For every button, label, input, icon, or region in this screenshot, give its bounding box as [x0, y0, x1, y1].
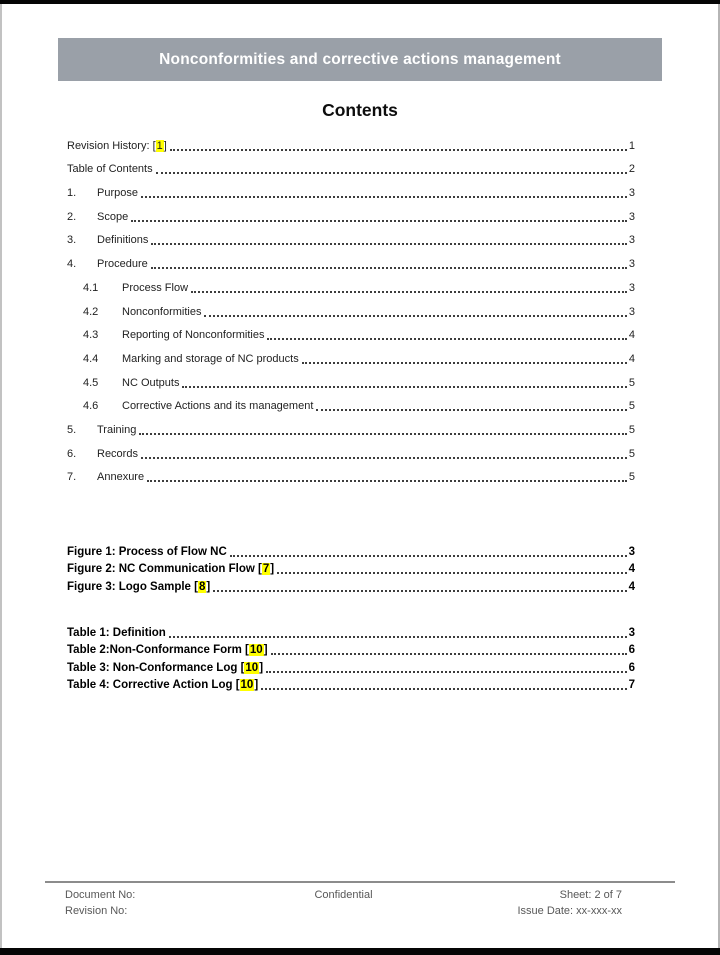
- dot-leader: [213, 590, 626, 592]
- highlighted-reference: 10: [240, 679, 254, 692]
- footer-center-empty: [314, 904, 372, 919]
- dot-leader: [170, 149, 627, 151]
- toc-entry[interactable]: [67, 437, 635, 461]
- figure-entry-page: 3: [628, 545, 635, 558]
- toc-entry-number: 6.: [67, 447, 77, 460]
- toc-entry-page: 3: [628, 210, 635, 223]
- table-entry[interactable]: [67, 657, 635, 675]
- dot-leader: [156, 172, 627, 174]
- toc-entry-label: Annexure: [97, 471, 145, 484]
- issue-date: Issue Date: xx-xxx-xx: [517, 905, 622, 917]
- toc-entry-label: Process Flow: [122, 281, 189, 294]
- toc-entry-page: 2: [628, 163, 635, 176]
- toc-entry-page: 3: [628, 234, 635, 247]
- toc-entry[interactable]: [67, 224, 635, 248]
- toc-entry-number: 7.: [67, 471, 77, 484]
- toc-entry-label: Revision History: [1]: [67, 139, 167, 152]
- toc-entry-label: Nonconformities: [122, 305, 202, 318]
- toc-entry-label: Corrective Actions and its management: [122, 400, 314, 413]
- table-entry-label: Table 1: Definition: [67, 626, 166, 639]
- toc-entry-page: 5: [628, 400, 635, 413]
- figure-entry[interactable]: [67, 576, 635, 594]
- toc-entry-label: NC Outputs: [122, 376, 180, 389]
- toc-entry[interactable]: [67, 413, 635, 437]
- document-no-label: Document No:: [65, 889, 136, 901]
- toc-entry-label: Procedure: [97, 258, 148, 271]
- toc-entry-ref: [1]: [149, 139, 167, 152]
- highlighted-reference: 10: [245, 661, 259, 674]
- sheet-number: Sheet: 2 of 7: [559, 889, 622, 901]
- dot-leader: [131, 220, 627, 222]
- figure-entry-page: 4: [628, 580, 635, 593]
- dot-leader: [139, 433, 627, 435]
- toc-entry-page: 5: [628, 471, 635, 484]
- table-entry-ref: [10]: [241, 644, 268, 657]
- toc-entry-page: 5: [628, 447, 635, 460]
- toc-entry[interactable]: [67, 461, 635, 485]
- table-entry[interactable]: [67, 640, 635, 658]
- toc-entry[interactable]: [67, 366, 635, 390]
- table-entry-label: Table 4: Corrective Action Log [10]: [67, 679, 259, 692]
- table-entry[interactable]: [67, 622, 635, 640]
- toc-entry-number: 5.: [67, 423, 77, 436]
- document-title: Nonconformities and corrective actions management: [159, 50, 561, 68]
- toc-entry-number: 2.: [67, 210, 77, 223]
- figure-entry[interactable]: [67, 541, 635, 559]
- table-entry-ref: [10]: [232, 679, 259, 692]
- dot-leader: [141, 457, 627, 459]
- highlighted-reference: 1: [156, 139, 163, 152]
- dot-leader: [316, 409, 627, 411]
- figure-entry-ref: [8]: [190, 580, 211, 593]
- toc-entry[interactable]: [67, 129, 635, 153]
- toc-entry-label: Table of Contents: [67, 163, 153, 176]
- dot-leader: [204, 315, 626, 317]
- toc-entry-label: Marking and storage of NC products: [122, 352, 299, 365]
- dot-leader: [302, 362, 627, 364]
- toc-entry-page: 3: [628, 281, 635, 294]
- dot-leader: [151, 267, 627, 269]
- toc-entry-number: 4.3: [83, 329, 99, 342]
- toc-entry[interactable]: [67, 390, 635, 414]
- toc-entry-label: Definitions: [97, 234, 149, 247]
- toc-entry-number: 4.1: [83, 281, 99, 294]
- highlighted-reference: 8: [199, 580, 206, 593]
- toc-entry[interactable]: [67, 295, 635, 319]
- confidential-label: Confidential: [314, 889, 373, 901]
- page-footer: [65, 888, 622, 919]
- toc-entry-number: 4.: [67, 258, 77, 271]
- dot-leader: [230, 555, 627, 557]
- contents-heading: Contents: [322, 100, 398, 120]
- dot-leader: [182, 386, 626, 388]
- table-entry-label: Table 3: Non-Conformance Log [10]: [67, 661, 264, 674]
- footer-divider: [45, 881, 675, 883]
- table-entry-ref: [10]: [237, 661, 264, 674]
- toc-entry[interactable]: [67, 342, 635, 366]
- toc-entry-number: 4.4: [83, 352, 99, 365]
- toc-entry[interactable]: [67, 176, 635, 200]
- dot-leader: [141, 196, 627, 198]
- toc-entry[interactable]: [67, 319, 635, 343]
- dot-leader: [151, 243, 627, 245]
- highlighted-reference: 7: [262, 563, 270, 576]
- toc-entry-number: 4.2: [83, 305, 99, 318]
- toc-entry-page: 5: [628, 376, 635, 389]
- toc-entry-page: 1: [628, 139, 635, 152]
- dot-leader: [271, 653, 627, 655]
- figure-entry-label: Figure 1: Process of Flow NC: [67, 545, 227, 558]
- dot-leader: [147, 480, 627, 482]
- toc-entry-label: Reporting of Nonconformities: [122, 329, 265, 342]
- figure-entry[interactable]: [67, 559, 635, 577]
- toc-entry-number: 4.5: [83, 376, 99, 389]
- figures-list: [67, 541, 635, 594]
- figure-entry-label: Figure 2: NC Communication Flow [7]: [67, 563, 275, 576]
- table-entry-page: 6: [628, 661, 635, 674]
- toc-entry-page: 5: [628, 423, 635, 436]
- table-entry-page: 7: [628, 679, 635, 692]
- dot-leader: [267, 338, 626, 340]
- table-entry-page: 6: [628, 644, 635, 657]
- dot-leader: [266, 671, 627, 673]
- tables-list: [67, 622, 635, 692]
- bottom-edge-bar: [0, 948, 720, 955]
- toc-entry-number: 1.: [67, 187, 77, 200]
- toc-entry-label: Records: [97, 447, 138, 460]
- toc-entry[interactable]: [67, 153, 635, 177]
- table-of-contents: [67, 129, 635, 484]
- toc-entry-page: 3: [628, 305, 635, 318]
- dot-leader: [277, 572, 626, 574]
- figure-entry-page: 4: [628, 563, 635, 576]
- toc-entry[interactable]: [67, 271, 635, 295]
- dot-leader: [261, 688, 626, 690]
- revision-no-label: Revision No:: [65, 905, 128, 917]
- table-entry-page: 3: [628, 626, 635, 639]
- toc-entry-page: 4: [628, 329, 635, 342]
- toc-entry-page: 4: [628, 352, 635, 365]
- figure-entry-label: Figure 3: Logo Sample [8]: [67, 580, 211, 593]
- table-entry-label: Table 2:Non-Conformance Form [10]: [67, 644, 268, 657]
- toc-entry-label: Training: [97, 423, 137, 436]
- document-title-banner: [58, 38, 662, 81]
- highlighted-reference: 10: [249, 644, 263, 657]
- dot-leader: [169, 636, 627, 638]
- toc-entry-page: 3: [628, 187, 635, 200]
- toc-entry-page: 3: [628, 258, 635, 271]
- figure-entry-ref: [7]: [254, 563, 275, 576]
- toc-entry[interactable]: [67, 247, 635, 271]
- top-edge-bar: [0, 0, 720, 4]
- dot-leader: [191, 291, 627, 293]
- toc-entry-number: 3.: [67, 234, 77, 247]
- toc-entry-label: Purpose: [97, 187, 138, 200]
- toc-entry[interactable]: [67, 200, 635, 224]
- toc-entry-label: Scope: [97, 210, 129, 223]
- table-entry[interactable]: [67, 675, 635, 693]
- toc-entry-number: 4.6: [83, 400, 99, 413]
